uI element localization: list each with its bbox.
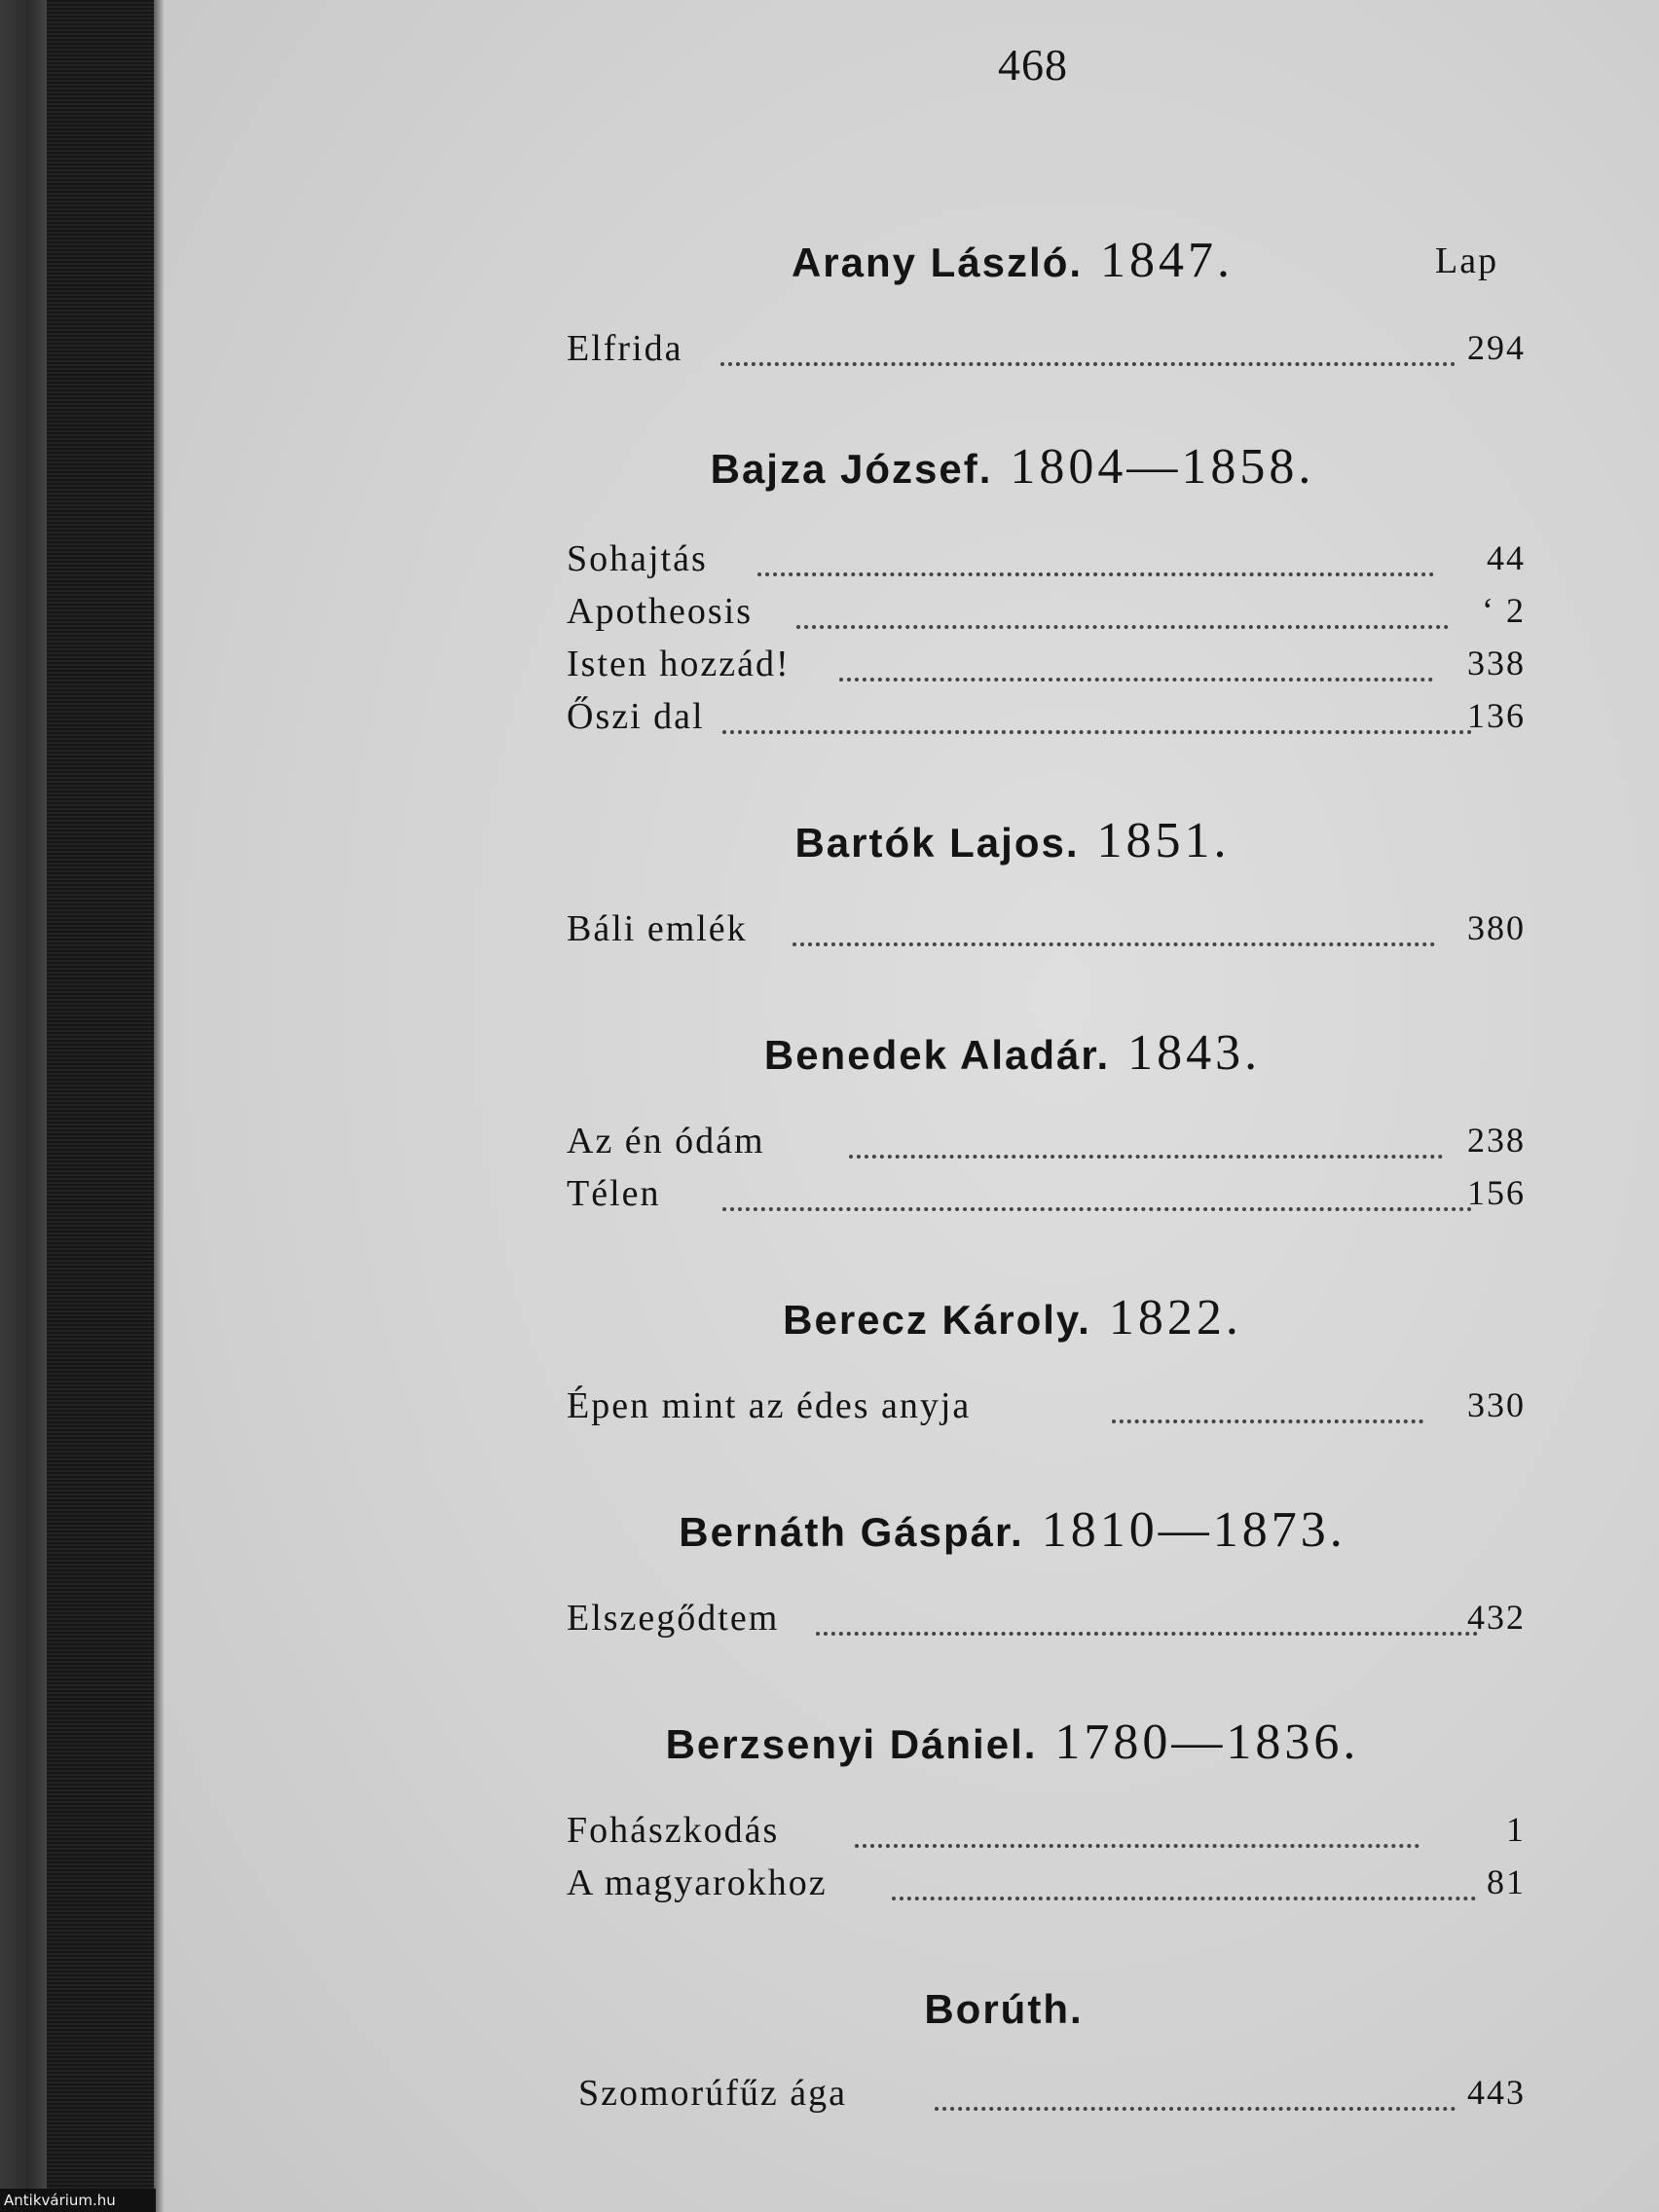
author-years: 1804—1858. <box>1010 439 1315 495</box>
index-entry <box>567 1172 1526 1221</box>
book-spine-cover <box>0 0 47 2212</box>
author-name: Bernáth Gáspár. <box>679 1509 1024 1555</box>
author-heading <box>604 1289 1421 1346</box>
book-spine <box>47 0 154 2212</box>
poem-title: Épen mint az édes anyja <box>567 1385 972 1426</box>
poem-title: Apotheosis <box>567 591 753 632</box>
poem-title: Fohászkodás <box>567 1810 780 1851</box>
dot-leader <box>855 1815 1419 1848</box>
page-ref: 380 <box>1467 908 1526 947</box>
index-entry <box>567 590 1526 639</box>
page-ref: 432 <box>1467 1598 1526 1637</box>
index-entry <box>567 537 1526 586</box>
source-watermark: Antikvárium.hu <box>0 2189 156 2212</box>
index-entry <box>567 2072 1526 2120</box>
index-entry <box>567 327 1526 376</box>
author-heading <box>604 812 1421 869</box>
author-heading <box>604 1501 1421 1559</box>
author-heading <box>604 1978 1421 2036</box>
dot-leader <box>839 648 1433 682</box>
poem-title: Szomorúfűz ága <box>578 2073 847 2114</box>
index-entry <box>567 1384 1526 1433</box>
author-years: 1843. <box>1127 1025 1262 1081</box>
page-ref: ʻ 2 <box>1482 591 1526 630</box>
index-entry <box>567 643 1526 691</box>
poem-title: Isten hozzád! <box>567 644 791 684</box>
dot-leader <box>720 333 1456 366</box>
dot-leader <box>793 913 1435 946</box>
page-ref: 1 <box>1506 1810 1526 1849</box>
author-name: Borúth. <box>924 1986 1084 2032</box>
author-years: 1847. <box>1100 233 1235 288</box>
page-gutter <box>154 0 164 2212</box>
index-entry <box>567 1597 1526 1645</box>
dot-leader <box>816 1603 1478 1636</box>
dot-leader <box>1112 1390 1423 1423</box>
poem-title: Sohajtás <box>567 538 708 579</box>
dot-leader <box>892 1867 1476 1900</box>
author-name: Benedek Aladár. <box>763 1032 1111 1078</box>
index-entry <box>567 1862 1526 1910</box>
author-name: Bartók Lajos. <box>794 820 1080 866</box>
poem-title: Elfrida <box>567 328 683 369</box>
author-name: Berzsenyi Dániel. <box>665 1721 1038 1767</box>
dot-leader <box>796 596 1449 629</box>
index-entry <box>567 1809 1526 1858</box>
author-heading <box>604 1024 1421 1082</box>
page-ref: 238 <box>1467 1121 1526 1160</box>
dot-leader <box>849 1125 1443 1159</box>
page-ref: 330 <box>1467 1385 1526 1424</box>
author-name: Bajza József. <box>710 446 993 492</box>
poem-title: Báli emlék <box>567 908 748 949</box>
dot-leader <box>757 543 1434 576</box>
page-column-label: Lap <box>1435 240 1499 281</box>
poem-title: Őszi dal <box>567 696 705 737</box>
poem-title: A magyarokhoz <box>567 1862 828 1903</box>
dot-leader <box>722 1178 1472 1211</box>
page-number: 468 <box>998 40 1068 90</box>
author-name: Berecz Károly. <box>783 1297 1091 1343</box>
author-name: Arany László. <box>791 240 1084 285</box>
page-ref: 136 <box>1467 696 1526 735</box>
author-years: 1810—1873. <box>1041 1502 1346 1558</box>
author-years: 1780—1836. <box>1054 1714 1360 1770</box>
author-heading <box>604 438 1421 496</box>
poem-title: Az én ódám <box>567 1121 765 1161</box>
page-ref: 156 <box>1467 1173 1526 1212</box>
author-years: 1851. <box>1096 813 1231 868</box>
page-ref: 338 <box>1467 644 1526 682</box>
dot-leader <box>722 701 1472 734</box>
index-entry <box>567 1120 1526 1168</box>
page-ref: 81 <box>1487 1862 1526 1901</box>
author-heading <box>604 232 1421 289</box>
page-ref: 294 <box>1467 328 1526 367</box>
page-ref: 443 <box>1467 2073 1526 2112</box>
author-years: 1822. <box>1108 1290 1242 1346</box>
index-entry <box>567 695 1526 744</box>
page-ref: 44 <box>1487 538 1526 577</box>
poem-title: Télen <box>567 1173 661 1214</box>
poem-title: Elszegődtem <box>567 1598 780 1639</box>
dot-leader <box>935 2078 1456 2111</box>
author-heading <box>604 1714 1421 1771</box>
index-entry <box>567 907 1526 956</box>
